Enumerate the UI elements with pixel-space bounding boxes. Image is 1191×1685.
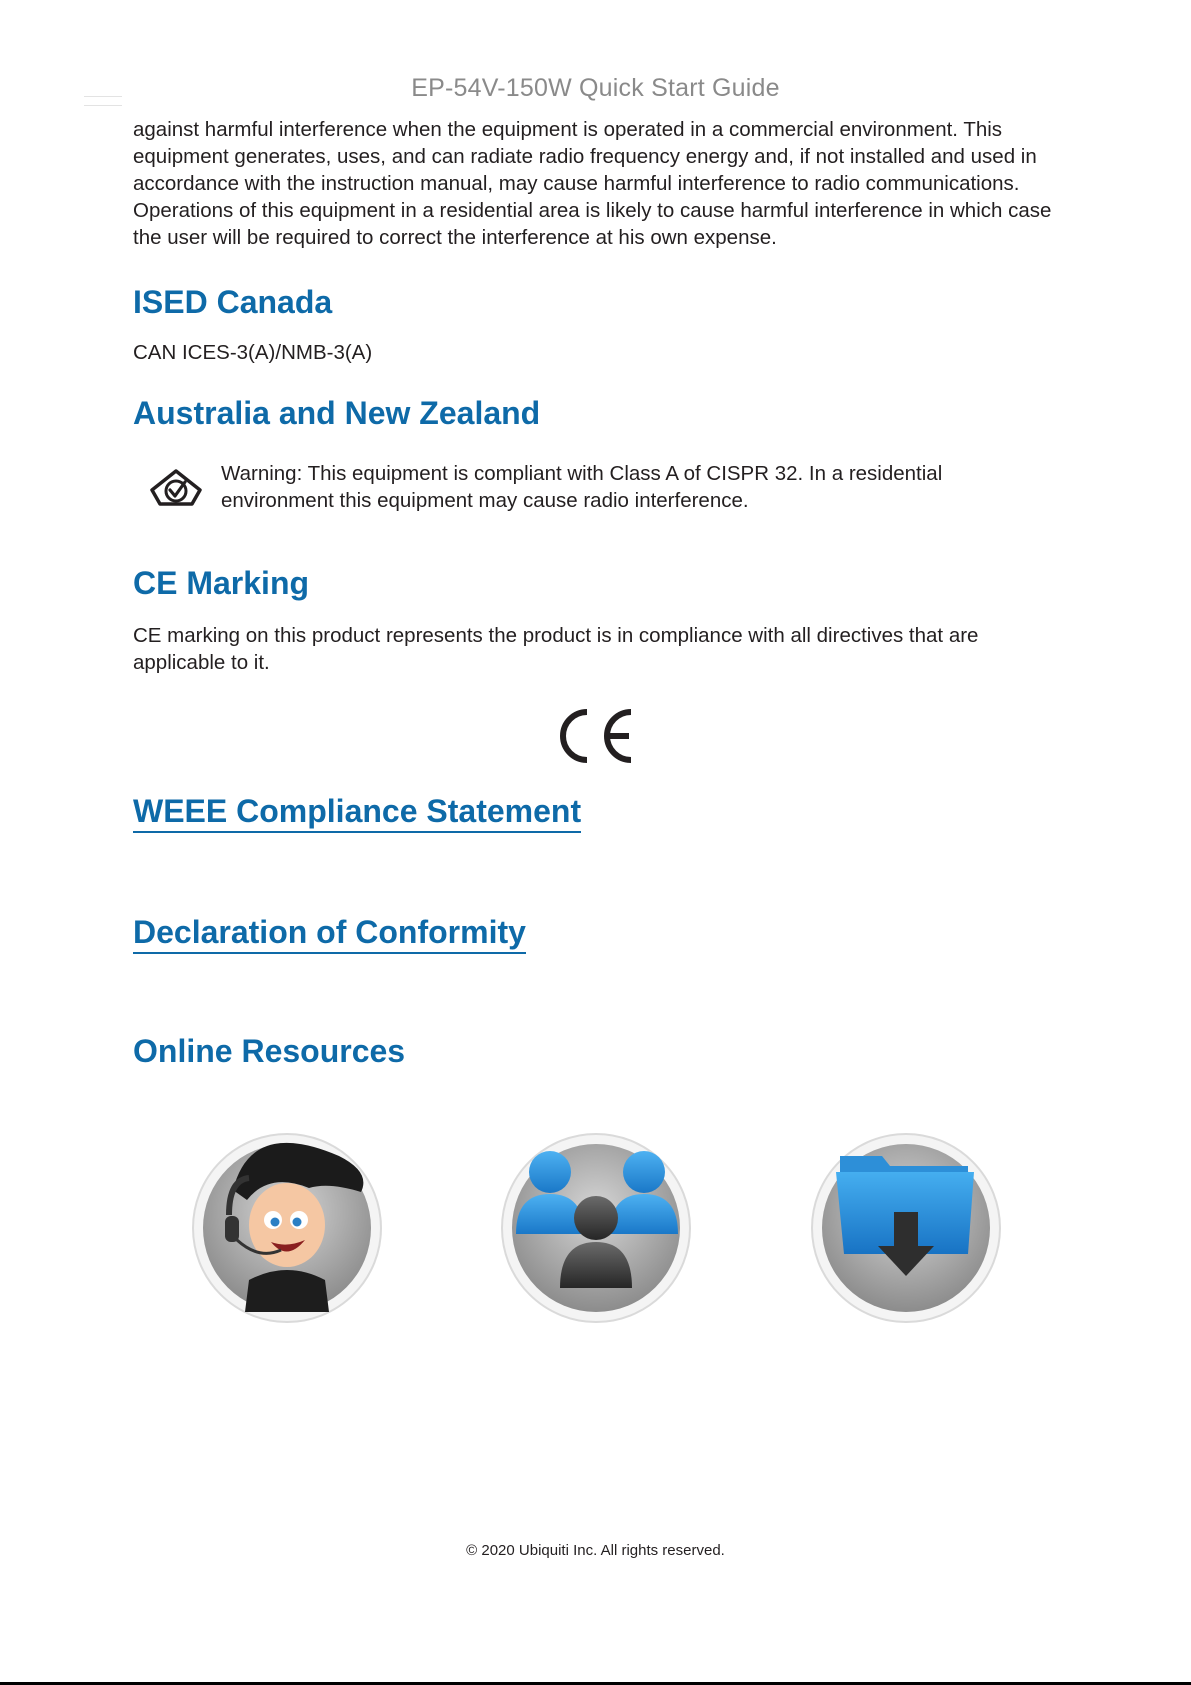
ised-canada-heading: ISED Canada	[133, 284, 333, 320]
ce-mark-icon	[557, 706, 635, 766]
ce-marking-heading: CE Marking	[133, 565, 310, 601]
online-resources-row	[0, 1130, 1191, 1360]
footer-copyright: © 2020 Ubiquiti Inc. All rights reserved.	[466, 1542, 725, 1559]
header-decoration	[84, 96, 122, 106]
anz-warning-row	[133, 460, 1063, 514]
main-content	[133, 114, 1063, 1070]
support-badge[interactable]	[189, 1130, 385, 1326]
rcm-compliance-mark-icon	[149, 468, 203, 508]
downloads-folder-icon	[808, 1138, 1004, 1334]
downloads-badge[interactable]	[808, 1138, 1004, 1334]
support-mascot-icon	[189, 1130, 385, 1326]
online-resources-heading: Online Resources	[133, 1033, 406, 1069]
weee-compliance-link[interactable]: WEEE Compliance Statement	[133, 792, 581, 833]
ised-canada-text: CAN ICES-3(A)/NMB-3(A)	[133, 341, 373, 364]
page-header-title: EP-54V-150W Quick Start Guide	[411, 74, 780, 102]
ce-marking-text: CE marking on this product represents the product is in compliance with all directives that are applicable to it.	[133, 624, 979, 674]
community-icon	[498, 1138, 694, 1334]
anz-warning-text: Warning: This equipment is compliant with Class A of CISPR 32. In a residential environment this equipment may cause radio interference.	[221, 462, 943, 512]
australia-nz-heading: Australia and New Zealand	[133, 395, 541, 431]
declaration-of-conformity-link[interactable]: Declaration of Conformity	[133, 913, 526, 954]
intro-paragraph: against harmful interference when the equipment is operated in a commercial environment. This equipment generates, uses, and can radiate radio frequency energy and, if not installed and used in accordance with the instruction manual, may cause harmful interference to radio communications. Operations of this equipment in a residential area is likely to cause harmful interference in which case the user will be required to correct the interference at his own expense.	[133, 118, 1052, 249]
community-badge[interactable]	[498, 1138, 694, 1334]
